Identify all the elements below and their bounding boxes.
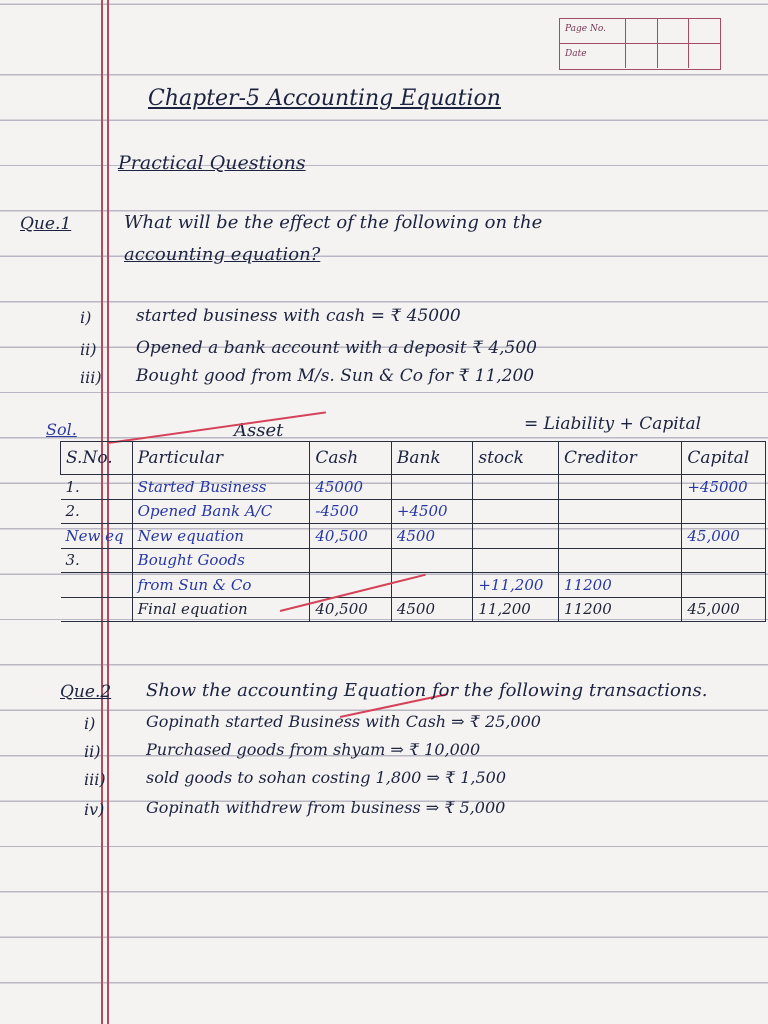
header-cash: Cash <box>310 442 392 475</box>
section-subtitle: Practical Questions <box>118 152 306 174</box>
question-2-label: Que.2 <box>60 682 112 702</box>
cell-sno <box>61 597 133 622</box>
cell-sno: 2. <box>61 499 133 524</box>
cell-stock: 11,200 <box>473 597 559 622</box>
header-bank: Bank <box>391 442 473 475</box>
question-1-text: What will be the effect of the following on the <box>124 212 543 233</box>
cell-stock: +11,200 <box>473 573 559 598</box>
cell-cash: 45000 <box>310 475 392 500</box>
header-stock: stock <box>473 442 559 475</box>
cell-capital: 45,000 <box>682 597 766 622</box>
cell-creditor: 11200 <box>559 597 682 622</box>
header-sno: S.No. <box>61 442 133 475</box>
cell-bank <box>391 548 473 573</box>
table-row <box>61 597 766 622</box>
cell-bank <box>391 475 473 500</box>
accounting-equation-table <box>60 441 766 622</box>
item-number: iii) <box>84 770 106 789</box>
table-row <box>61 499 766 524</box>
cell-sno: New eq <box>61 524 133 549</box>
question-1-item: Opened a bank account with a deposit ₹ 4,500 <box>136 338 537 358</box>
cell-stock <box>473 499 559 524</box>
header-creditor: Creditor <box>559 442 682 475</box>
cell-sno <box>61 573 133 598</box>
table-row <box>61 475 766 500</box>
question-1-item: started business with cash = ₹ 45000 <box>136 306 461 326</box>
cell-capital <box>682 499 766 524</box>
page-no-label: Page No. <box>560 19 626 43</box>
cell-stock <box>473 475 559 500</box>
cell-particular: Final equation <box>132 597 310 622</box>
question-1-label: Que.1 <box>20 214 72 234</box>
question-2-item: Purchased goods from shyam ⇒ ₹ 10,000 <box>146 740 481 759</box>
item-number: ii) <box>80 340 97 359</box>
table-row <box>61 548 766 573</box>
header-particular: Particular <box>132 442 310 475</box>
cell-bank <box>391 573 473 598</box>
item-number: iii) <box>80 368 102 387</box>
cell-particular: from Sun & Co <box>132 573 310 598</box>
question-2-item: Gopinath started Business with Cash ⇒ ₹ 25,000 <box>146 712 541 731</box>
cell-creditor <box>559 524 682 549</box>
item-number: i) <box>84 714 96 733</box>
cell-bank: 4500 <box>391 597 473 622</box>
cell-sno: 1. <box>61 475 133 500</box>
cell-particular: Bought Goods <box>132 548 310 573</box>
item-number: ii) <box>84 742 101 761</box>
cell-stock <box>473 524 559 549</box>
cell-capital <box>682 573 766 598</box>
cell-stock <box>473 548 559 573</box>
page-title: Chapter-5 Accounting Equation <box>148 86 501 111</box>
date-label: Date <box>560 44 626 68</box>
header-capital: Capital <box>682 442 766 475</box>
cell-cash <box>310 548 392 573</box>
page-header-box <box>559 18 721 70</box>
cell-capital: +45000 <box>682 475 766 500</box>
cell-particular: Started Business <box>132 475 310 500</box>
table-row <box>61 524 766 549</box>
cell-capital <box>682 548 766 573</box>
cell-cash: -4500 <box>310 499 392 524</box>
item-number: i) <box>80 308 92 327</box>
question-1-item: Bought good from M/s. Sun & Co for ₹ 11,200 <box>136 366 535 386</box>
asset-label: Asset <box>234 420 284 441</box>
cell-cash: 40,500 <box>310 597 392 622</box>
item-number: iv) <box>84 800 105 819</box>
cell-creditor <box>559 499 682 524</box>
cell-creditor <box>559 548 682 573</box>
equation-label: = Liability + Capital <box>524 414 702 434</box>
cell-particular: New equation <box>132 524 310 549</box>
cell-capital: 45,000 <box>682 524 766 549</box>
question-2-item: Gopinath withdrew from business ⇒ ₹ 5,000 <box>146 798 506 817</box>
question-1-text: accounting equation? <box>124 244 321 265</box>
cell-cash: 40,500 <box>310 524 392 549</box>
table-header-row <box>61 442 766 475</box>
solution-label: Sol. <box>46 420 77 439</box>
cell-sno: 3. <box>61 548 133 573</box>
cell-bank: 4500 <box>391 524 473 549</box>
question-2-item: sold goods to sohan costing 1,800 ⇒ ₹ 1,500 <box>146 768 506 787</box>
cell-creditor <box>559 475 682 500</box>
question-2-text: Show the accounting Equation for the following transactions. <box>146 680 708 701</box>
red-underline <box>108 411 326 443</box>
cell-bank: +4500 <box>391 499 473 524</box>
cell-creditor: 11200 <box>559 573 682 598</box>
cell-particular: Opened Bank A/C <box>132 499 310 524</box>
